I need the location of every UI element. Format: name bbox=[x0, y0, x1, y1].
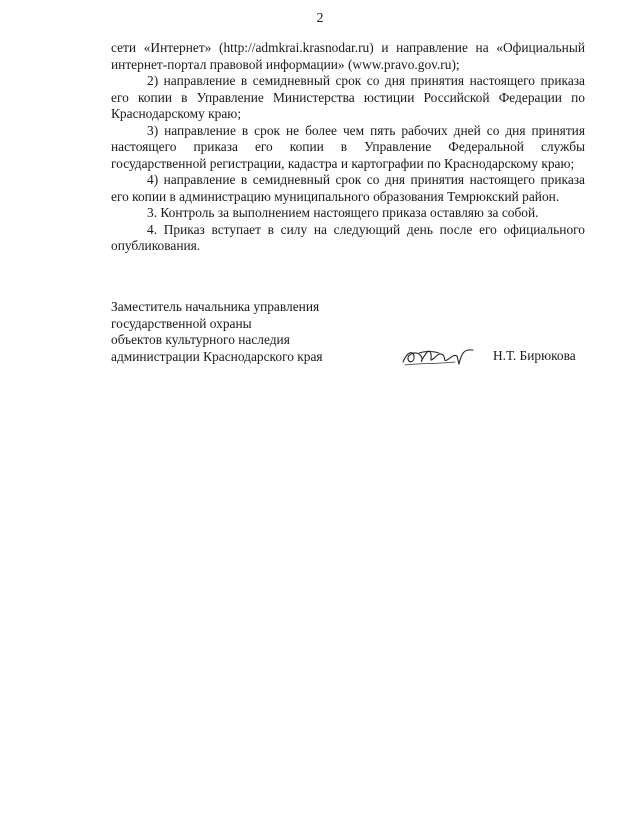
handwritten-signature bbox=[399, 342, 477, 370]
paragraph-control: 3. Контроль за выполнением настоящего приказа оставляю за собой. bbox=[147, 205, 539, 220]
position-line: объектов культурного наследия bbox=[111, 332, 290, 347]
position-line: Заместитель начальника управления bbox=[111, 299, 320, 314]
paragraph-registration-service: 3) направление в срок не более чем пять рабочих дней со дня принятия настоящего приказа его копии в Управление Федеральной службы государственной регистрации, кадастра и картографии по Краснодарскому краю; bbox=[111, 122, 585, 171]
signatory-position bbox=[111, 299, 371, 365]
paragraph-temryuk-administration: 4) направление в семидневный срок со дня принятия настоящего приказа его копии в администрацию муниципального образования Темрюкский район. bbox=[111, 172, 585, 204]
signatory-name: Н.Т. Бирюкова bbox=[493, 348, 576, 363]
document-body bbox=[111, 40, 585, 255]
paragraph-justice-ministry: 2) направление в семидневный срок со дня принятия настоящего приказа его копии в Управление Министерства юстиции Российской Федерации по Краснодарскому краю; bbox=[111, 73, 585, 121]
position-line: администрации Краснодарского края bbox=[111, 348, 323, 364]
signature-block bbox=[111, 299, 585, 369]
page-number: 2 bbox=[316, 11, 324, 26]
position-line: государственной охраны bbox=[111, 315, 252, 331]
paragraph-internet-publication: сети «Интернет» (http://admkrai.krasnodar.ru) и направление на «Официальный интернет-портал правовой информации» (www.pravo.gov.ru); bbox=[111, 40, 585, 72]
paragraph-effective-date: 4. Приказ вступает в силу на следующий день после его официального опубликования. bbox=[111, 221, 585, 253]
